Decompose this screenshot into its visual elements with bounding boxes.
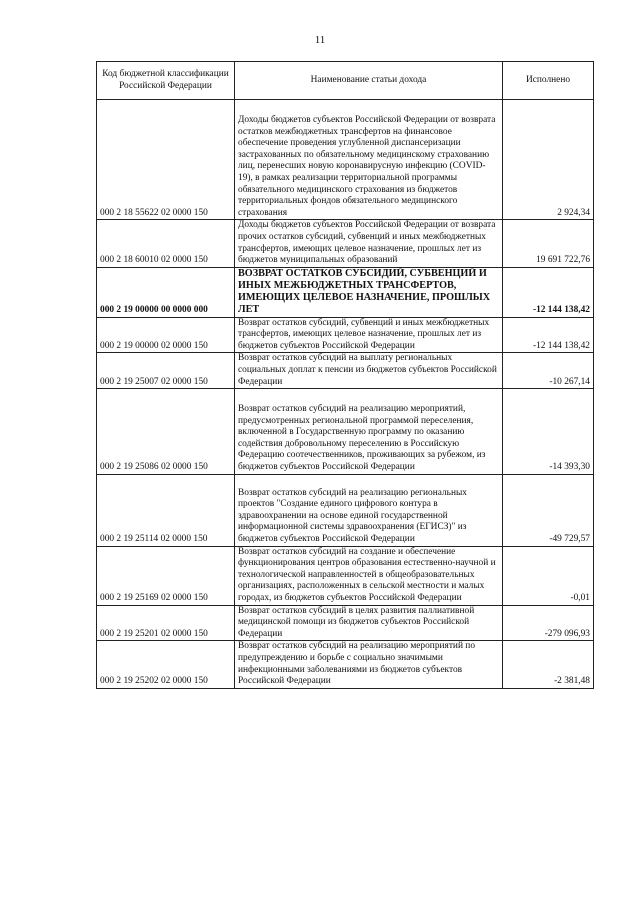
row-code: 000 2 19 25169 02 0000 150: [97, 546, 235, 605]
row-amount: -2 381,48: [503, 641, 594, 688]
table-row-section-total: [97, 267, 594, 317]
row-code: 000 2 18 60010 02 0000 150: [97, 220, 235, 267]
row-code: 000 2 19 00000 00 0000 000: [97, 267, 235, 317]
row-name: Возврат остатков субсидий на реализацию региональных проектов "Создание единого цифрового контура в здравоохранении на основе единой государственной информационной системы здравоохранения (ЕГИСЗ)" из бюджетов субъектов Российской Федерации: [235, 474, 503, 546]
header-amount: Исполнено: [503, 62, 594, 100]
table-row: [97, 353, 594, 389]
row-name: Возврат остатков субсидий в целях развития паллиативной медицинской помощи из бюджетов субъектов Российской Федерации: [235, 605, 503, 641]
header-name: Наименование статьи дохода: [235, 62, 503, 100]
page-number: 11: [314, 34, 326, 46]
row-code: 000 2 19 25007 02 0000 150: [97, 353, 235, 389]
row-amount: 19 691 722,76: [503, 220, 594, 267]
revenue-table: [96, 61, 594, 689]
row-code: 000 2 19 25202 02 0000 150: [97, 641, 235, 688]
table-row: [97, 605, 594, 641]
row-name: Возврат остатков субсидий на выплату региональных социальных доплат к пенсии из бюджетов субъектов Российской Федерации: [235, 353, 503, 389]
row-name: Доходы бюджетов субъектов Российской Федерации от возврата остатков межбюджетных трансфертов на финансовое обеспечение проведения углубленной диспансеризации застрахованных по обязательному медицинскому страхованию лиц, перенесших новую коронавирусную инфекцию (COVID-19), в рамках реализации территориальной программы обязательного медицинского страхования из бюджетов территориальных фондов обязательного медицинского страхования: [235, 100, 503, 220]
table-row: [97, 317, 594, 353]
row-amount: -0,01: [503, 546, 594, 605]
row-name: Возврат остатков субсидий на реализацию мероприятий, предусмотренных региональной программой переселения, включенной в Государственную программу по оказанию содействия добровольному переселению в Российскую Федерацию соотечественников, проживающих за рубежом, из бюджетов субъектов Российской Федерации: [235, 389, 503, 475]
table-row: [97, 641, 594, 688]
table-row: [97, 474, 594, 546]
table-header-row: [97, 62, 594, 100]
table-row: [97, 220, 594, 267]
row-name: Доходы бюджетов субъектов Российской Федерации от возврата прочих остатков субсидий, субвенций и иных межбюджетных трансфертов, имеющих целевое назначение, прошлых лет из бюджетов муниципальных образований: [235, 220, 503, 267]
row-code: 000 2 19 00000 02 0000 150: [97, 317, 235, 353]
row-amount: -14 393,30: [503, 389, 594, 475]
row-amount: 2 924,34: [503, 100, 594, 220]
row-name: Возврат остатков субсидий, субвенций и иных межбюджетных трансфертов, имеющих целевое назначение, прошлых лет из бюджетов субъектов Российской Федерации: [235, 317, 503, 353]
row-name: ВОЗВРАТ ОСТАТКОВ СУБСИДИЙ, СУБВЕНЦИЙ И ИНЫХ МЕЖБЮДЖЕТНЫХ ТРАНСФЕРТОВ, ИМЕЮЩИХ ЦЕЛЕВОЕ НАЗНАЧЕНИЕ, ПРОШЛЫХ ЛЕТ: [235, 267, 503, 317]
row-code: 000 2 19 25114 02 0000 150: [97, 474, 235, 546]
table-row: [97, 389, 594, 475]
table-row: [97, 100, 594, 220]
row-amount: -12 144 138,42: [503, 267, 594, 317]
table-row: [97, 546, 594, 605]
row-amount: -49 729,57: [503, 474, 594, 546]
header-code: Код бюджетной классификации Российской Федерации: [97, 62, 235, 100]
row-code: 000 2 19 25201 02 0000 150: [97, 605, 235, 641]
row-name: Возврат остатков субсидий на создание и обеспечение функционирования центров образования естественно-научной и технологической направленностей в общеобразовательных организациях, расположенных в сельской местности и малых городах, из бюджетов субъектов Российской Федерации: [235, 546, 503, 605]
row-code: 000 2 18 55622 02 0000 150: [97, 100, 235, 220]
row-amount: -12 144 138,42: [503, 317, 594, 353]
row-amount: -10 267,14: [503, 353, 594, 389]
row-code: 000 2 19 25086 02 0000 150: [97, 389, 235, 475]
row-amount: -279 096,93: [503, 605, 594, 641]
row-name: Возврат остатков субсидий на реализацию мероприятий по предупреждению и борьбе с социально значимыми инфекционными заболеваниями из бюджетов субъектов Российской Федерации: [235, 641, 503, 688]
